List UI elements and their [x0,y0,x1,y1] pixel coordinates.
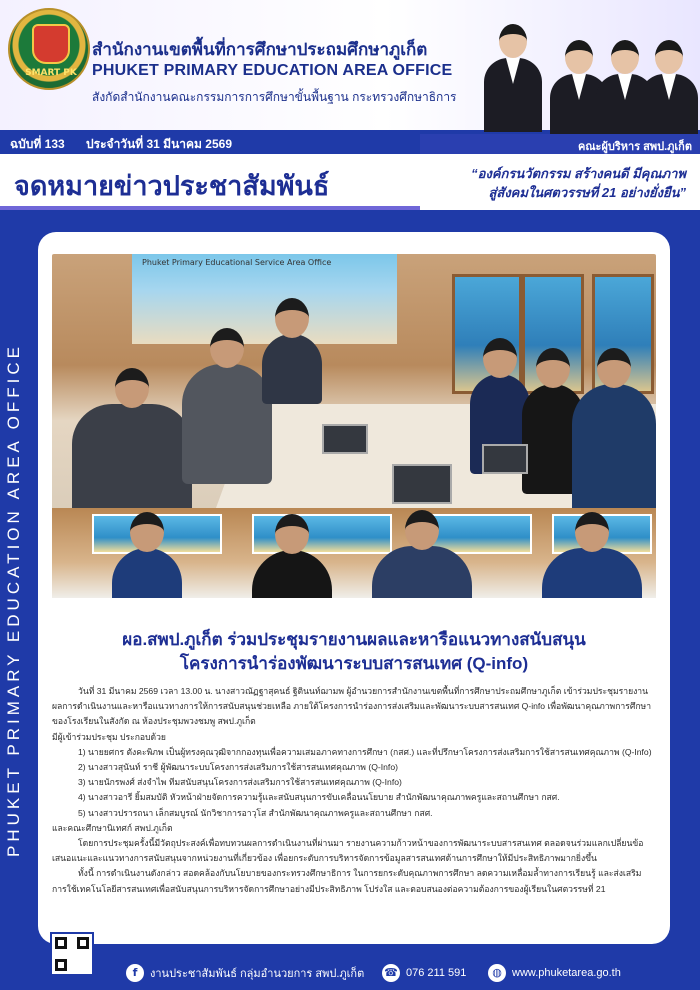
meeting-attendee [372,546,472,598]
logo-emblem [32,24,70,64]
footer-phone-text: 076 211 591 [406,967,467,979]
slogan-line-2: สู่สังคมในศตวรรษที่ 21 อย่างยั่งยืน” [488,185,686,200]
slogan-box [420,154,700,210]
headline-line-1: ผอ.สพป.ภูเก็ต ร่วมประชุมรายงานผลและหารือแนวทางสนับสนุน [122,630,586,649]
executive-photo [638,40,700,132]
slogan-line-1: “องค์กรนวัตกรรม สร้างคนดี มีคุณภาพ [471,166,686,181]
headline-line-2: โครงการนำร่องพัฒนาระบบสารสนเทศ (Q-info) [179,654,529,673]
laptop [482,444,528,474]
attendee-item: 5) นางสาวปรารถนา เล็กสมบูรณ์ นักวิชาการอาวุโส สำนักพัฒนาคุณภาพครูและสถานศึกษา กสศ. [78,807,433,818]
logo-text: SMART PK [25,68,77,78]
org-name-english: PHUKET PRIMARY EDUCATION AREA OFFICE [92,62,453,79]
executive-photo [482,24,544,132]
attendee-item: 3) นายนักรพงศ์ ส่งจำไพ ทีมสนับสนุนโครงการส่งเสริมการใช้สารสนเทศคุณภาพ (Q-Info) [78,777,402,788]
attendees-list [52,745,656,821]
globe-icon: ◍ [488,964,506,982]
org-affiliation: สังกัดสำนักงานคณะกรรมการการศึกษาขั้นพื้นฐาน กระทรวงศึกษาธิการ [92,90,457,104]
wall-poster [252,514,392,554]
meeting-photo-main [52,254,656,532]
facebook-icon: f [126,964,144,982]
meeting-attendee [262,334,322,404]
footer-facebook-text: งานประชาสัมพันธ์ กลุ่มอำนวยการ สพป.ภูเก็ต [150,968,365,980]
newsletter-title-box [0,154,420,210]
article-intro: วันที่ 31 มีนาคม 2569 เวลา 13.00 น. นางสาวณัฏฐาสุคนธ์ ฐิตินนท์ฌามพ ผู้อำนวยการสำนักงานเขตพื้นที่การศึกษาประถมศึกษาภูเก็ต เข้าร่วมประชุมรายงานผลการดำเนินงานและหารือแนวทางการให้การสนับสนุนช่วยเหลือ ภายใต้โครงการนำร่องการส่งเสริมและพัฒนาระบบสารสนเทศ Q-info เพื่อพัฒนาคุณภาพการศึกษาของโรงเรียนในสังกัด ณ ห้องประชุมพวงชมพู สพป.ภูเก็ต [52,686,652,727]
executives-label: คณะผู้บริหาร สพป.ภูเก็ต [420,134,700,154]
attendees-intro: มีผู้เข้าร่วมประชุม ประกอบด้วย [52,731,166,742]
office-logo [8,8,90,90]
qr-code[interactable] [50,932,94,976]
footer-website-text: www.phuketarea.go.th [512,967,621,979]
article-paragraph-2: โดยการประชุมครั้งนี้มีวัตถุประสงค์เพื่อทบทวนผลการดำเนินงานที่ผ่านมา รายงานความก้าวหน้าของการพัฒนาระบบสารสนเทศ ตลอดจนร่วมแลกเปลี่ยนข้อเสนอแนะและแนวทางการสนับสนุนจากหน่วยงานที่เกี่ยวข้อง เพื่อยกระดับการบริหารจัดการข้อมูลสารสนเทศด้านการศึกษาให้มีประสิทธิภาพมากยิ่งขึ้น [52,838,644,864]
issue-bar [0,130,430,154]
newsletter-title: จดหมายข่าวประชาสัมพันธ์ [14,171,330,201]
article-card [38,232,670,944]
attendees-outro: และคณะศึกษานิเทศก์ สพป.ภูเก็ต [52,822,173,833]
meeting-attendee [542,548,642,598]
article-body [52,684,656,897]
footer-website[interactable] [488,964,621,982]
laptop [392,464,452,504]
wall-banner-caption: Phuket Primary Educational Service Area Office [142,258,332,267]
meeting-photo-secondary [52,508,656,598]
org-name-thai: สำนักงานเขตพื้นที่การศึกษาประถมศึกษาภูเก็ต [92,40,428,59]
meeting-attendee [182,364,272,484]
footer-phone[interactable] [382,964,466,982]
slogan [426,164,686,202]
attendee-item: 4) นางสาวอารี ยิ้มสมบัติ หัวหน้าฝ่ายจัดการความรู้และสนับสนุนการขับเคลื่อนนโยบาย สำนักพัฒนาคุณภาพครูและสถานศึกษา กสศ. [78,792,560,803]
footer [0,952,700,990]
meeting-attendee [112,548,182,598]
article-paragraph-3: ทั้งนี้ การดำเนินงานดังกล่าว สอดคล้องกับนโยบายของกระทรวงศึกษาธิการ ในการยกระดับคุณภาพการศึกษา ลดความเหลื่อมล้ำทางการเรียนรู้ และส่งเสริมการใช้เทคโนโลยีสารสนเทศเพื่อสนับสนุนการบริหารจัดการศึกษาอย่างมีประสิทธิภาพ โปร่งใส และตอบสนองต่อความต้องการของผู้เรียนในศตวรรษที่ 21 [52,868,642,894]
header [0,0,700,130]
issue-number: ฉบับที่ 133 [10,137,65,151]
meeting-attendee [252,550,332,598]
article-headline [38,628,670,676]
attendee-item: 1) นายยศกร ตังคะพิภพ เป็นผู้ทรงคุณวุฒิจากกองทุนเพื่อความเสมอภาคทางการศึกษา (กสศ.) และที่ปรึกษาโครงการส่งเสริมการใช้สารสนเทศคุณภาพ (Q-Info) [78,746,652,757]
phone-icon: ☎ [382,964,400,982]
issue-date: ประจำวันที่ 31 มีนาคม 2569 [86,137,232,151]
wall-banner [132,254,397,344]
side-vertical-text: PHUKET PRIMARY EDUCATION AREA OFFICE [4,343,23,857]
laptop [322,424,368,454]
footer-facebook[interactable] [126,964,364,982]
attendee-item: 2) นางสาวสุนันท์ ราชี ผู้พัฒนาระบบโครงการส่งเสริมการใช้สารสนเทศคุณภาพ (Q-Info) [78,762,398,773]
